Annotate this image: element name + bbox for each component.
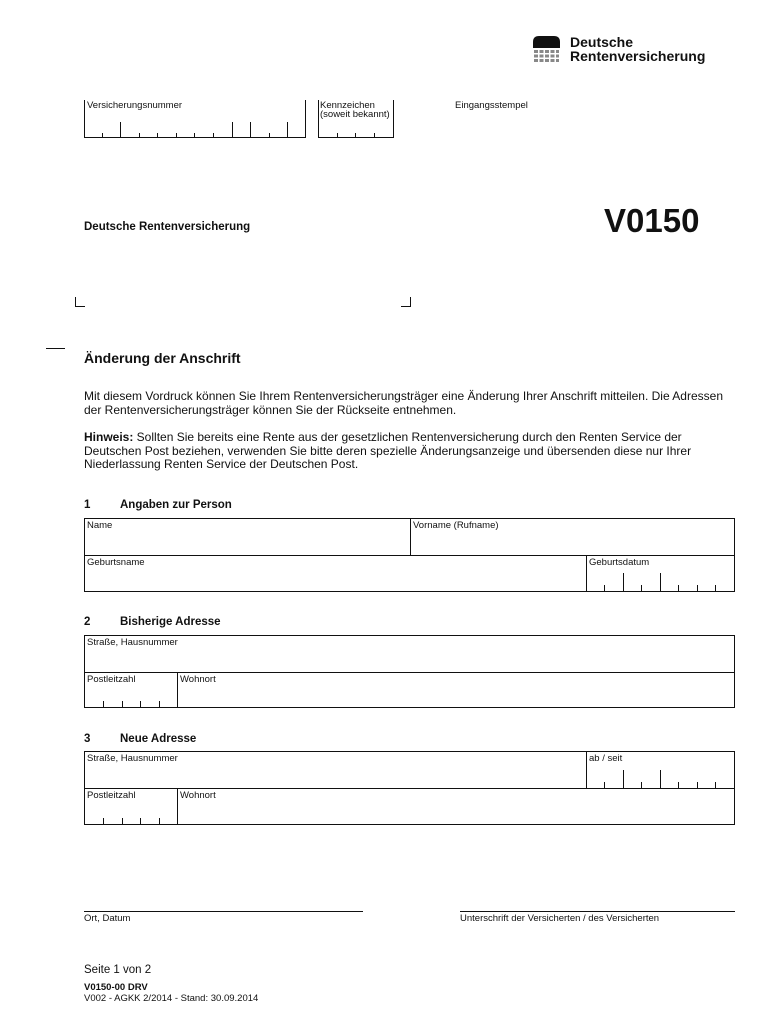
name-label: Name: [87, 520, 113, 531]
geburtsname-label: Geburtsname: [87, 557, 145, 568]
geburtsdatum-field[interactable]: [587, 556, 734, 591]
form-code: V0150: [604, 202, 700, 239]
hint-text: [84, 431, 734, 472]
window-corner-left: [75, 297, 85, 307]
page-title: Änderung der Anschrift: [84, 350, 241, 366]
neue-wohnort-label: Wohnort: [180, 790, 216, 801]
drv-logo-icon: [533, 36, 560, 63]
neue-plz-label: Postleitzahl: [87, 790, 136, 801]
versicherungsnummer-field[interactable]: [84, 100, 306, 138]
versicherungsnummer-label: Versicherungsnummer: [87, 100, 183, 111]
unterschrift-label: Unterschrift der Versicherten / des Versicherten: [460, 913, 660, 924]
eingangsstempel-label: Eingangsstempel: [455, 100, 528, 111]
vorname-field[interactable]: [411, 519, 734, 555]
neue-wohnort-field[interactable]: [178, 789, 734, 824]
logo-line2: Rentenversicherung: [570, 48, 706, 64]
footer-version: V002 - AGKK 2/2014 - Stand: 30.09.2014: [84, 993, 259, 1004]
bisherige-wohnort-field[interactable]: [178, 673, 734, 707]
vorname-label: Vorname (Rufname): [413, 520, 499, 531]
bisherige-strasse-field[interactable]: [85, 636, 734, 672]
neue-strasse-label: Straße, Hausnummer: [87, 753, 178, 764]
bisherige-plz-label: Postleitzahl: [87, 674, 136, 685]
window-corner-right: [401, 297, 411, 307]
section1-number: 1: [84, 499, 91, 511]
ab-seit-label: ab / seit: [589, 753, 623, 764]
hint-label: Hinweis:: [84, 430, 134, 444]
bisherige-strasse-label: Straße, Hausnummer: [87, 637, 178, 648]
section3-title: Neue Adresse: [120, 733, 197, 745]
section2-box: [84, 635, 735, 708]
hint-body: Sollten Sie bereits eine Rente aus der gesetzlichen Rentenversicherung durch den Renten Service der Deutschen Post beziehen, verwenden Sie bitte deren spezielle Änderungsanzeige und übersenden diese nur Ihrer Niederlassung Renten Service der Deutschen Post.: [84, 430, 692, 471]
geburtsname-field[interactable]: [85, 556, 586, 591]
section2-number: 2: [84, 616, 91, 628]
kennzeichen-field[interactable]: [318, 100, 394, 138]
neue-plz-field[interactable]: [85, 789, 177, 824]
kennzeichen-sublabel: (soweit bekannt): [320, 109, 390, 120]
section1-title: Angaben zur Person: [120, 499, 232, 511]
drv-logo: [533, 35, 713, 67]
ab-seit-field[interactable]: [587, 752, 734, 788]
kennzeichen-label: Kennzeichen: [320, 100, 375, 111]
section3-box: [84, 751, 735, 825]
footer-form-code: V0150-00 DRV: [84, 982, 148, 993]
intro-text: Mit diesem Vordruck können Sie Ihrem Rentenversicherungsträger eine Änderung Ihrer Anschrift mitteilen. Die Adressen der Rentenversicherungsträger können Sie der Rückseite entnehmen.: [84, 389, 723, 417]
section2-title: Bisherige Adresse: [120, 616, 221, 628]
bisherige-wohnort-label: Wohnort: [180, 674, 216, 685]
section3-number: 3: [84, 733, 91, 745]
name-field[interactable]: [85, 519, 410, 555]
fold-mark: [46, 348, 65, 349]
bisherige-plz-field[interactable]: [85, 673, 177, 707]
recipient-name: Deutsche Rentenversicherung: [84, 221, 251, 233]
neue-strasse-field[interactable]: [85, 752, 586, 788]
logo-line1: Deutsche: [570, 34, 634, 50]
section1-box: [84, 518, 735, 592]
ort-datum-label: Ort, Datum: [84, 913, 131, 924]
geburtsdatum-label: Geburtsdatum: [589, 557, 650, 568]
page-number: Seite 1 von 2: [84, 964, 152, 976]
